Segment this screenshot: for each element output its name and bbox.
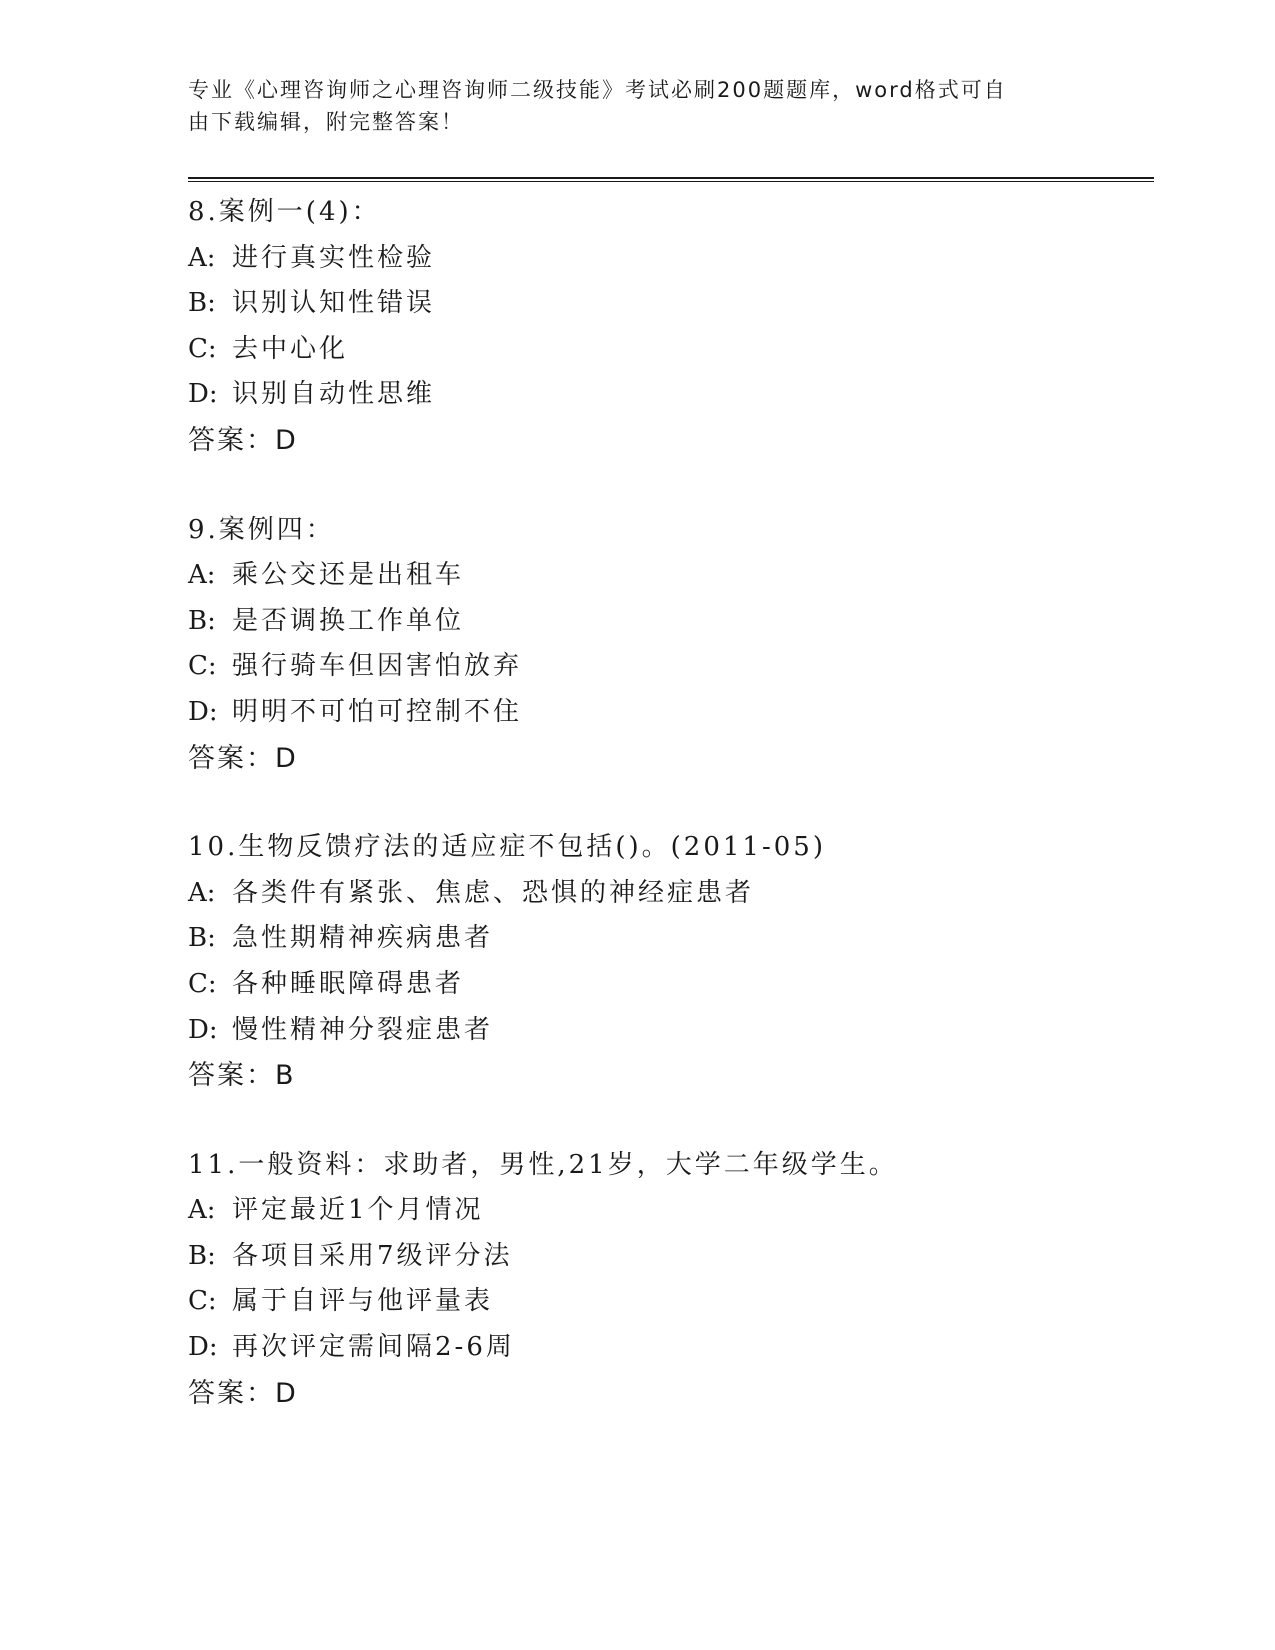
option-letter: B:: [188, 288, 216, 319]
header-line-2: 由下载编辑，附完整答案！: [188, 110, 464, 134]
option-letter: B:: [188, 1240, 216, 1271]
question-8: [188, 190, 1148, 464]
option-a: [188, 236, 1148, 282]
option-text: 急性期精神疾病患者: [232, 923, 494, 954]
option-letter: D:: [188, 1332, 218, 1363]
option-c: [188, 644, 1148, 690]
option-letter: A:: [188, 242, 216, 273]
option-text: 去中心化: [232, 333, 349, 364]
option-text: 识别认知性错误: [232, 288, 436, 319]
question-9: [188, 508, 1148, 782]
option-letter: B:: [188, 923, 216, 954]
option-b: [188, 599, 1148, 645]
option-letter: C:: [188, 333, 217, 364]
option-c: [188, 1279, 1148, 1325]
question-stem: 10.生物反馈疗法的适应症不包括()。(2011-05): [188, 832, 826, 863]
answer-line: 答案：B: [188, 1060, 296, 1092]
option-letter: D:: [188, 1014, 218, 1045]
option-letter: C:: [188, 1286, 217, 1317]
option-text: 评定最近1个月情况: [232, 1195, 484, 1226]
option-a: [188, 871, 1148, 917]
option-text: 乘公交还是出租车: [232, 560, 465, 591]
option-c: [188, 327, 1148, 373]
answer-line: 答案：D: [188, 742, 298, 774]
option-b: [188, 281, 1148, 327]
option-d: [188, 372, 1148, 418]
document-header: [188, 74, 1078, 138]
option-letter: D:: [188, 379, 218, 410]
option-text: 属于自评与他评量表: [232, 1286, 494, 1317]
option-b: [188, 916, 1148, 962]
answer-line: 答案：D: [188, 1377, 298, 1409]
question-11: [188, 1143, 1148, 1417]
question-stem: 8.案例一(4)：: [188, 197, 381, 227]
option-a: [188, 553, 1148, 599]
option-letter: A:: [188, 877, 216, 908]
header-divider-thick: [188, 177, 1154, 179]
option-text: 各种睡眠障碍患者: [232, 968, 465, 999]
header-line-1: 专业《心理咨询师之心理咨询师二级技能》考试必刷200题题库，word格式可自: [188, 78, 1007, 102]
option-letter: A:: [188, 1195, 216, 1226]
option-letter: C:: [188, 651, 217, 682]
option-text: 各项目采用7级评分法: [232, 1240, 513, 1271]
option-text: 识别自动性思维: [232, 379, 436, 410]
option-letter: C:: [188, 968, 217, 999]
option-c: [188, 962, 1148, 1008]
option-text: 是否调换工作单位: [232, 605, 465, 636]
option-d: [188, 1325, 1148, 1371]
option-b: [188, 1234, 1148, 1280]
option-letter: A:: [188, 560, 216, 591]
header-divider-thin: [188, 181, 1154, 182]
option-text: 各类件有紧张、焦虑、恐惧的神经症患者: [232, 877, 755, 908]
option-text: 再次评定需间隔2-6周: [232, 1332, 515, 1363]
option-d: [188, 690, 1148, 736]
question-stem: 11.一般资料：求助者，男性,21岁，大学二年级学生。: [188, 1149, 898, 1180]
question-list: [188, 190, 1148, 1416]
option-text: 慢性精神分裂症患者: [232, 1014, 494, 1045]
answer-line: 答案：D: [188, 424, 298, 456]
option-letter: B:: [188, 605, 216, 636]
option-a: [188, 1188, 1148, 1234]
question-10: [188, 825, 1148, 1099]
question-stem: 9.案例四：: [188, 514, 335, 545]
option-d: [188, 1008, 1148, 1054]
option-text: 强行骑车但因害怕放弃: [232, 651, 523, 682]
option-text: 明明不可怕可控制不住: [232, 696, 523, 727]
option-text: 进行真实性检验: [232, 242, 436, 273]
option-letter: D:: [188, 696, 218, 727]
